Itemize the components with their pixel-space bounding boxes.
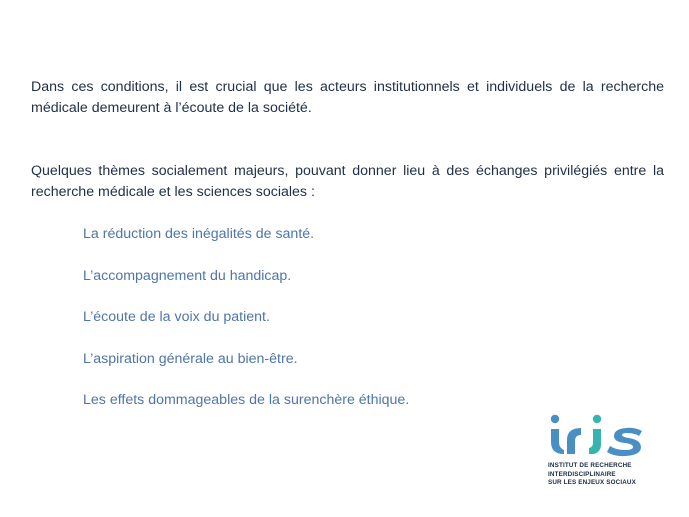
logo-caption-line: INTERDISCIPLINAIRE (548, 470, 616, 478)
logo-caption-line: INSTITUT DE RECHERCHE (548, 462, 632, 469)
theme-item: L’écoute de la voix du patient. (83, 309, 270, 325)
themes-intro-paragraph: Quelques thèmes socialement majeurs, pouvant donner lieu à des échanges privilégiés entre la recherche médicale et les sciences sociales : (31, 163, 664, 200)
logo-caption (548, 462, 652, 488)
themes-list (83, 224, 409, 432)
theme-item: L’aspiration générale au bien-être. (83, 350, 298, 367)
theme-item: L’accompagnement du handicap. (83, 267, 292, 284)
logo-caption-line: SUR LES ENJEUX SOCIAUX (548, 479, 636, 487)
iris-logo-mark (548, 412, 646, 458)
intro-paragraph: Dans ces conditions, il est crucial que les acteurs institutionnels et individuels de la recherche médicale demeurent à l’écoute de la société. (31, 79, 664, 116)
theme-item: Les effets dommageables de la surenchère éthique. (83, 392, 410, 408)
theme-item: La réduction des inégalités de santé. (83, 226, 315, 242)
iris-logo (548, 412, 652, 492)
